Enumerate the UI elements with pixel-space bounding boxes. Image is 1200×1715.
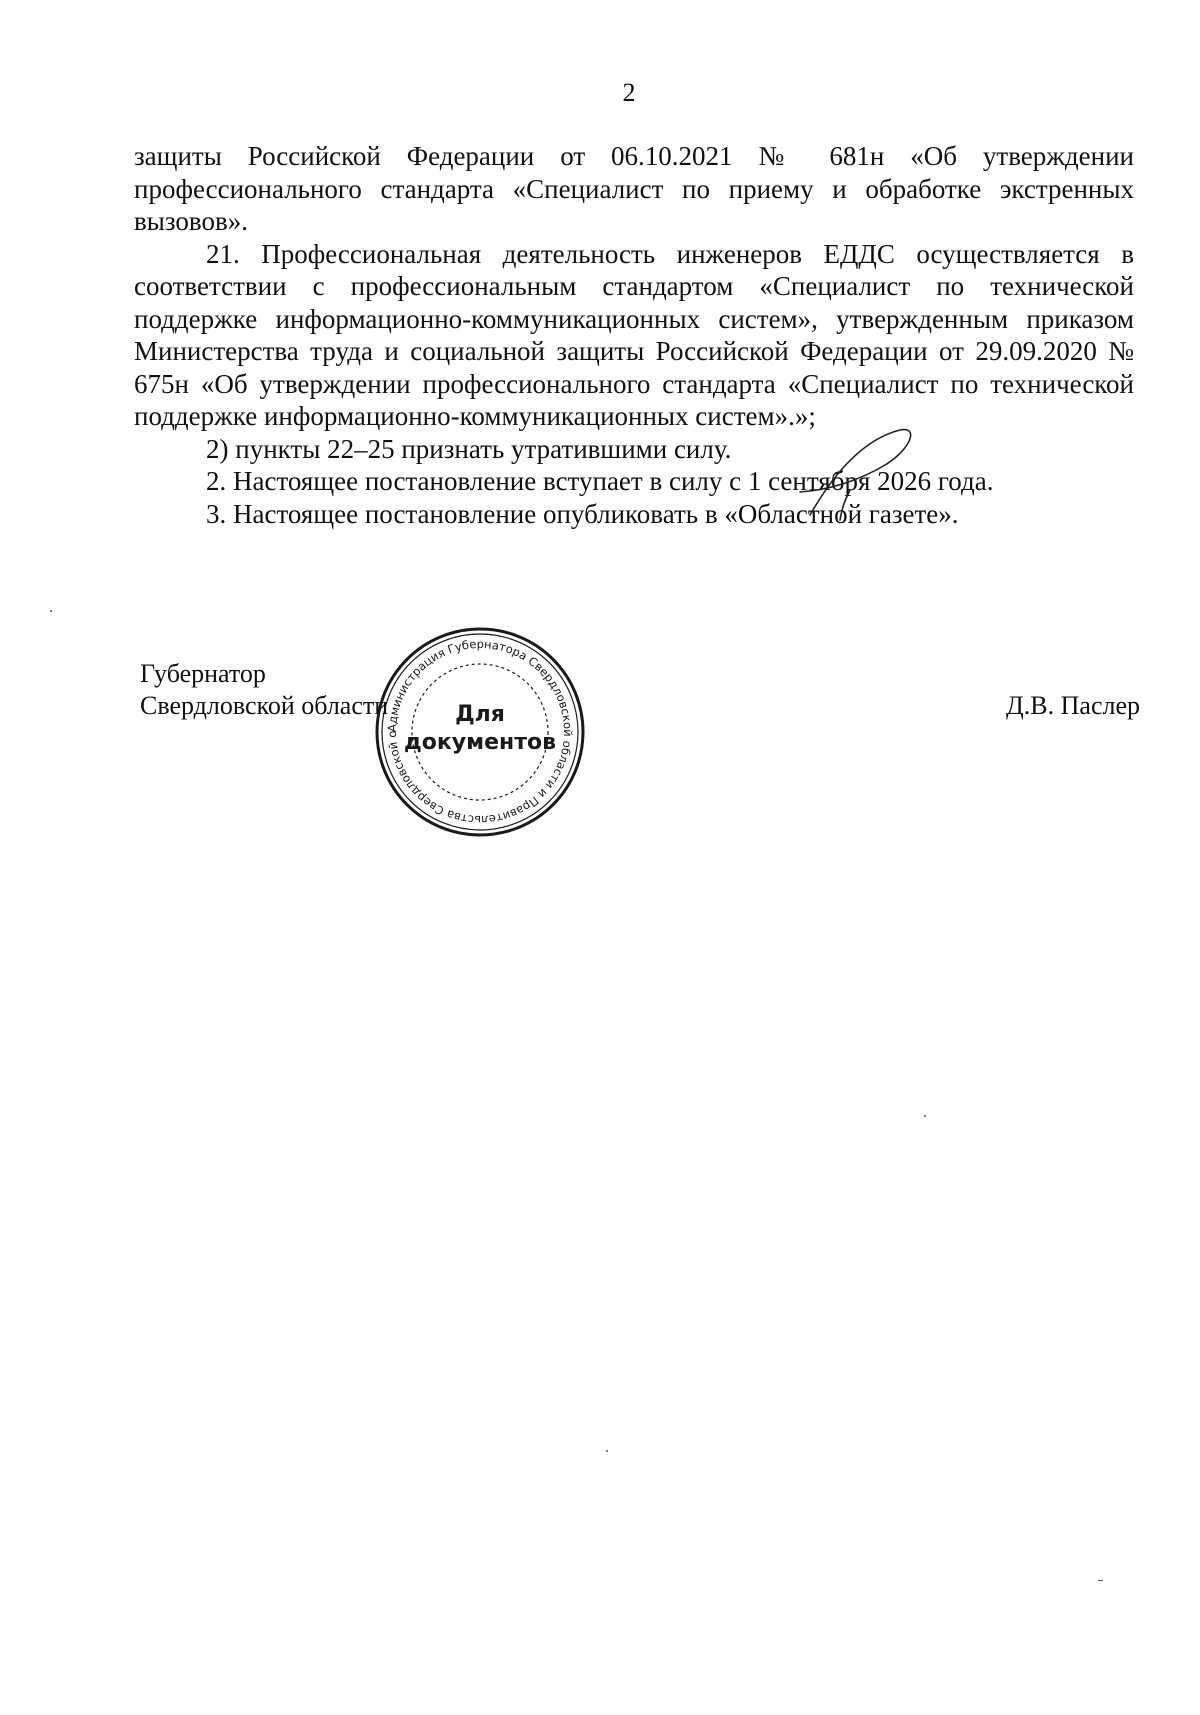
paragraph-item-2: 2) пункты 22–25 признать утратившими силу. <box>206 433 732 464</box>
signature-position <box>140 658 388 722</box>
paragraph-clause-2: 2. Настоящее постановление вступает в силу с 1 сентября 2026 года. <box>206 466 994 496</box>
scan-speck <box>50 610 52 612</box>
seal-ring-text: Администрация Губернатора Свердловской области и Правительства Свердловской о <box>384 636 576 828</box>
position-title: Губернатор <box>140 659 266 688</box>
seal-label-line2: документов <box>403 730 557 755</box>
scan-speck <box>924 1115 926 1117</box>
scan-speck <box>1098 1580 1103 1581</box>
paragraph-continuation: защиты Российской Федерации от 06.10.2021 № 681н «Об утверждении профессионального стандарта «Специалист по приему и обработке экстренных вызовов». <box>134 141 1134 236</box>
paragraph-clause-3: 3. Настоящее постановление опубликовать в «Областной газете». <box>206 498 959 529</box>
page-number: 2 <box>622 78 636 107</box>
signer-name: Д.В. Паслер <box>1006 691 1140 720</box>
position-region: Свердловской области <box>140 691 389 720</box>
handwritten-signature <box>790 420 930 530</box>
paragraph-21: 21. Профессиональная деятельность инженеров ЕДДС осуществляется в соответствии с профессиональным стандартом «Специалист по технической поддержке информационно-коммуникационных систем», утвержденным приказом Министерства труда и социальной защиты Российской Федерации от 29.09.2020 № 675н «Об утверждении профессионального стандарта «Специалист по технической поддержке информационно-коммуникационных систем».»; <box>134 238 1134 431</box>
official-seal <box>372 624 588 840</box>
scan-speck <box>606 1450 608 1452</box>
seal-label-line1: Для <box>455 702 505 727</box>
document-body <box>134 140 1134 530</box>
